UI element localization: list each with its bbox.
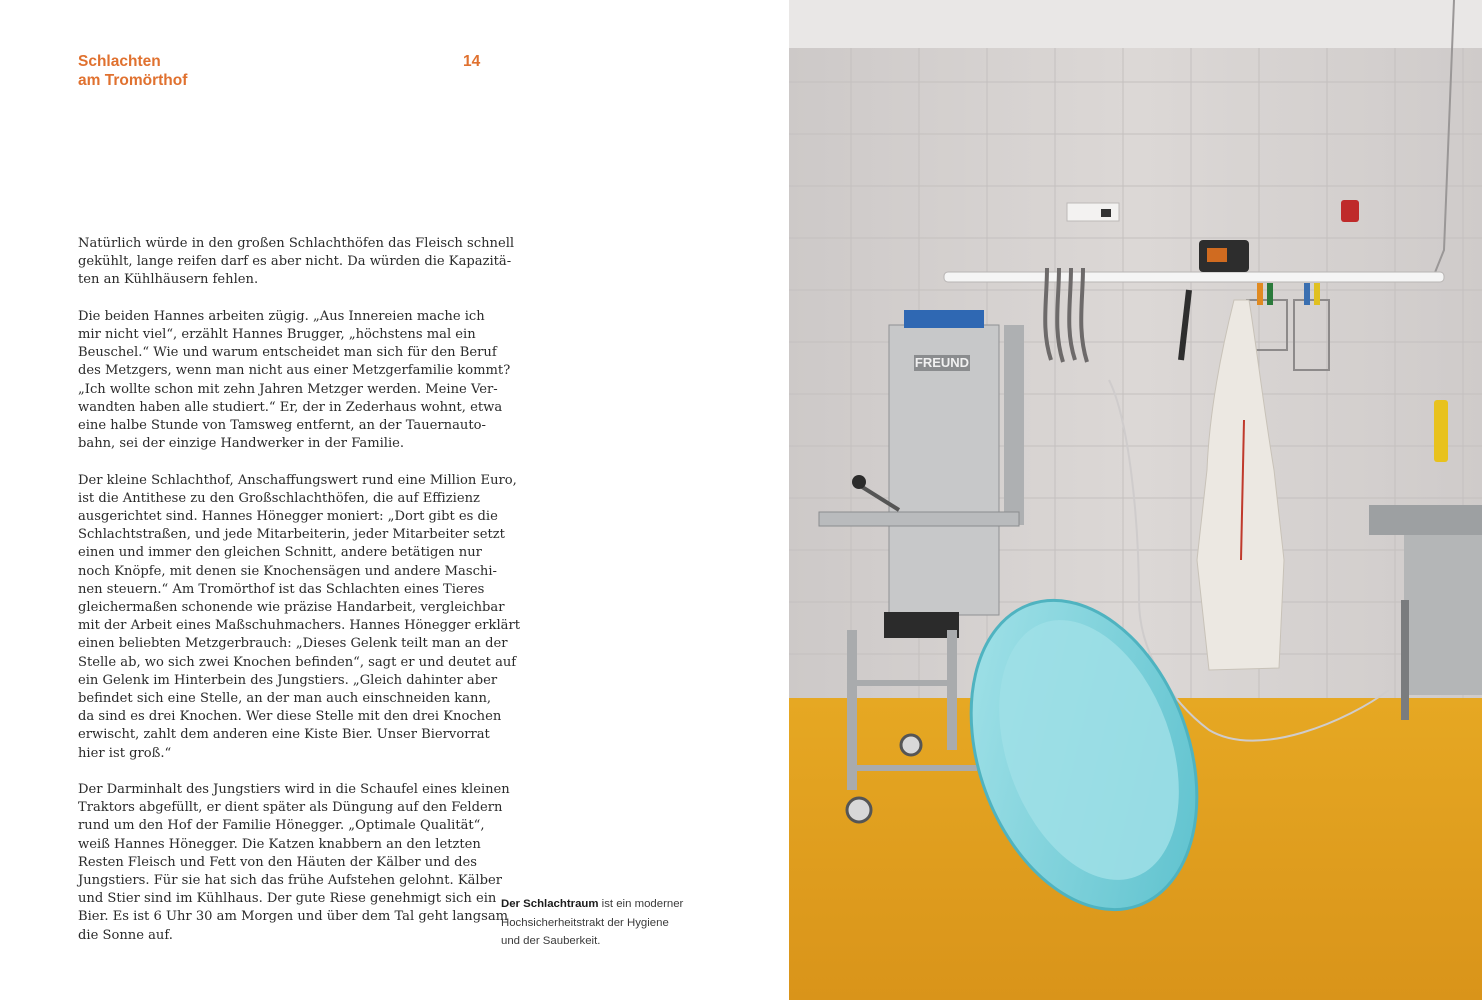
tool-rail [944, 272, 1444, 282]
text-line: da sind es drei Knochen. Wer diese Stelle mit den drei Knochen [78, 709, 502, 725]
page-number: 14 [463, 53, 481, 70]
text-line: noch Knöpfe, mit denen sie Knochensägen und andere Maschi- [78, 563, 497, 579]
caption-line-1-rest: ist ein moderner [598, 898, 684, 910]
slaughter-room-photo [789, 0, 1482, 1000]
power-socket [1067, 203, 1119, 221]
text-line: gekühlt, lange reifen darf es aber nicht. Da würden die Kapazitä- [78, 254, 512, 270]
text-line: Natürlich würde in den großen Schlachthöfen das Fleisch schnell [78, 236, 515, 251]
caption-lead: Der Schlachtraum [501, 898, 599, 910]
chapter-title [78, 52, 187, 90]
text-line: ein Gelenk im Hinterbein des Jungstiers. „Gleich dahinter aber [78, 672, 498, 688]
text-line: rund um den Hof der Familie Hönegger. „Optimale Qualität“, [78, 818, 485, 834]
text-line: eine halbe Stunde von Tamsweg entfernt, an der Tauernauto- [78, 418, 486, 434]
text-line: erwischt, zahlt dem anderen eine Kiste Bier. Unser Biervorrat [78, 727, 490, 743]
text-line: gleichermaßen schonende wie präzise Handarbeit, vergleichbar [78, 600, 505, 616]
emergency-switch [1341, 200, 1359, 222]
text-line: Beuschel.“ Wie und warum entscheidet man sich für den Beruf [78, 345, 497, 361]
photo-illustration [789, 0, 1482, 1000]
text-line: hier ist groß.“ [78, 745, 172, 761]
caption-line-1 [501, 895, 711, 914]
text-line: Die beiden Hannes arbeiten zügig. „Aus Innereien mache ich [78, 308, 485, 324]
text-line: Der kleine Schlachthof, Anschaffungswert rund eine Million Euro, [78, 472, 517, 488]
text-line: mir nicht viel“, erzählt Hannes Brugger, „höchstens mal ein [78, 327, 476, 342]
paragraph-1 [78, 235, 515, 290]
text-line: Schlachtstraßen, und jede Mitarbeiterin, jeder Mitarbeiter setzt [78, 527, 505, 543]
text-line: die Sonne auf. [78, 927, 173, 943]
text-line: Traktors abgefüllt, er dient später als Düngung auf den Feldern [78, 800, 503, 816]
machine-brand: FREUND [914, 355, 970, 370]
ceiling [789, 0, 1482, 48]
text-line: Jungstiers. Für sie hat sich das frühe Aufstehen gelohnt. Kälber [78, 873, 502, 889]
text-line: weiß Hannes Hönegger. Die Katzen knabbern an den letzten [78, 836, 481, 852]
text-line: „Ich wollte schon mit zehn Jahren Metzger werden. Meine Ver- [78, 381, 498, 397]
text-line: befindet sich eine Stelle, an der man auch einschneiden kann, [78, 691, 492, 707]
text-line: und Stier sind im Kühlhaus. Der gute Riese genehmigt sich ein [78, 891, 497, 907]
chapter-title-line-1: Schlachten [78, 53, 161, 70]
text-line: mit der Arbeit eines Maßschuhmachers. Hannes Hönegger erklärt [78, 618, 520, 634]
text-line: Der Darminhalt des Jungstiers wird in die Schaufel eines kleinen [78, 782, 510, 798]
article-body [78, 235, 520, 963]
chapter-title-line-2: am Tromörthof [78, 72, 188, 89]
caption-line-3: und der Sauberkeit. [501, 935, 601, 947]
paragraph-3 [78, 472, 520, 763]
text-line: einen und immer den gleichen Schnitt, andere betätigen nur [78, 545, 482, 561]
paragraph-4 [78, 781, 510, 945]
text-line: Stelle ab, wo sich zwei Knochen befinden“, sagt er und deutet auf [78, 654, 517, 670]
text-line: einen beliebten Metzgerbrauch: „Dieses Gelenk teilt man an der [78, 636, 508, 652]
text-line: Resten Fleisch und Fett von den Häuten der Kälber und des [78, 854, 478, 870]
text-line: ten an Kühlhäusern fehlen. [78, 272, 259, 288]
text-line: Bier. Es ist 6 Uhr 30 am Morgen und über dem Tal geht langsam [78, 909, 509, 925]
text-line: bahn, sei der einzige Handwerker in der Familie. [78, 436, 405, 452]
photo-caption [501, 895, 711, 951]
hoist-remote [1434, 400, 1448, 462]
steel-table [1369, 505, 1482, 535]
text-line: nen steuern.“ Am Tromörthof ist das Schlachten eines Tieres [78, 581, 485, 597]
text-line: wandten haben alle studiert.“ Er, der in Zederhaus wohnt, etwa [78, 399, 503, 415]
text-line: ist die Antithese zu den Großschlachthöfen, die auf Effizienz [78, 490, 480, 506]
caption-line-2: Hochsicherheitstrakt der Hygiene [501, 916, 669, 929]
text-line: des Metzgers, wenn man nicht aus einer Metzgerfamilie kommt? [78, 363, 511, 379]
paragraph-2 [78, 308, 511, 454]
text-line: ausgerichtet sind. Hannes Hönegger moniert: „Dort gibt es die [78, 509, 498, 525]
